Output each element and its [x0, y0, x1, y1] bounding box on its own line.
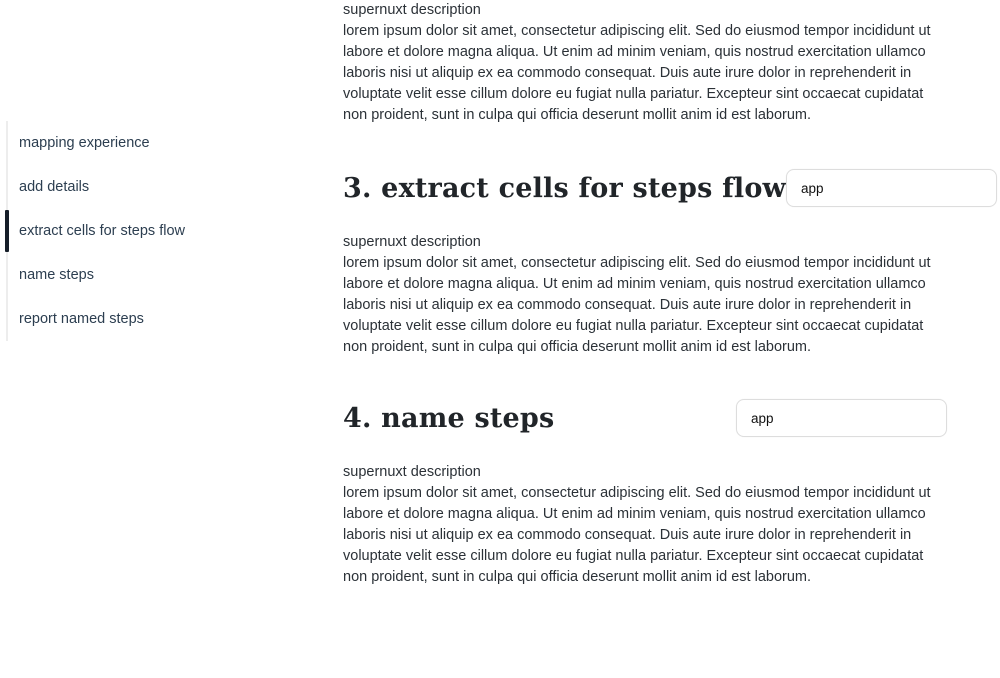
sidebar-item-name-steps[interactable]: [8, 253, 306, 297]
section-heading-row: [343, 399, 947, 437]
section-name-steps: [343, 399, 947, 588]
section-description: [343, 232, 947, 358]
sidebar-item-label: extract cells for steps flow: [19, 223, 185, 239]
description-label: supernuxt description: [343, 234, 481, 250]
sidebar-item-label: report named steps: [19, 311, 144, 327]
section-heading-row: [343, 169, 947, 207]
description-label: supernuxt description: [343, 2, 481, 18]
section-partial: [343, 0, 947, 126]
sidebar-item-report-named-steps[interactable]: [8, 297, 306, 341]
description-text: lorem ipsum dolor sit amet, consectetur adipiscing elit. Sed do eiusmod tempor incididunt ut labore et dolore magna aliqua. Ut enim ad minim veniam, quis nostrud exercitation ullamco laboris nisi ut aliquip ex ea commodo consequat. Duis aute irure dolor in reprehenderit in voluptate velit esse cillum dolore eu fugiat nulla pariatur. Excepteur sint occaecat cupidatat non proident, sunt in culpa qui officia deserunt mollit anim id est laborum.: [343, 23, 931, 123]
sidebar-item-add-details[interactable]: [8, 165, 306, 209]
sidebar-item-extract-cells-for-steps-flow[interactable]: [8, 209, 306, 253]
section-title: 3. extract cells for steps flow: [343, 172, 786, 204]
steps-nav: [6, 121, 306, 341]
section-title: 4. name steps: [343, 402, 555, 434]
sidebar-item-label: add details: [19, 179, 90, 195]
description-text: lorem ipsum dolor sit amet, consectetur adipiscing elit. Sed do eiusmod tempor incididunt ut labore et dolore magna aliqua. Ut enim ad minim veniam, quis nostrud exercitation ullamco laboris nisi ut aliquip ex ea commodo consequat. Duis aute irure dolor in reprehenderit in voluptate velit esse cillum dolore eu fugiat nulla pariatur. Excepteur sint occaecat cupidatat non proident, sunt in culpa qui officia deserunt mollit anim id est laborum.: [343, 255, 931, 355]
description-label: supernuxt description: [343, 464, 481, 480]
steps-sidebar: [6, 121, 306, 341]
section-extract-cells-for-steps-flow: [343, 169, 947, 358]
sidebar-item-label: name steps: [19, 267, 94, 283]
app-tag-input[interactable]: app: [736, 399, 947, 437]
sidebar-item-mapping-experience[interactable]: [8, 121, 306, 165]
app-tag-input[interactable]: app: [786, 169, 997, 207]
section-description: [343, 462, 947, 588]
section-description: [343, 0, 947, 126]
content-area: [343, 0, 947, 588]
description-text: lorem ipsum dolor sit amet, consectetur adipiscing elit. Sed do eiusmod tempor incididunt ut labore et dolore magna aliqua. Ut enim ad minim veniam, quis nostrud exercitation ullamco laboris nisi ut aliquip ex ea commodo consequat. Duis aute irure dolor in reprehenderit in voluptate velit esse cillum dolore eu fugiat nulla pariatur. Excepteur sint occaecat cupidatat non proident, sunt in culpa qui officia deserunt mollit anim id est laborum.: [343, 485, 931, 585]
sidebar-item-label: mapping experience: [19, 135, 150, 151]
